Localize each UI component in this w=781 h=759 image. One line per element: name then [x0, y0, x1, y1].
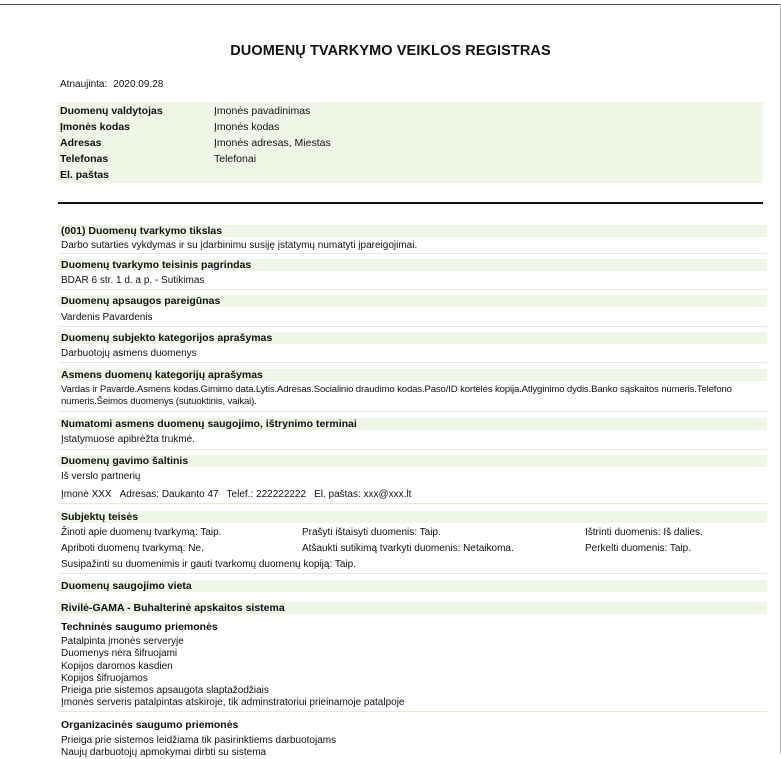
section-header-dpo: Duomenų apsaugos pareigūnas	[58, 295, 767, 307]
section-header-subject-categories: Duomenų subjekto kategorijos aprašymas	[58, 332, 767, 344]
company-code-value: Įmonės kodas	[214, 121, 280, 133]
section-header-org-measures: Organizacinės saugumo priemonės	[58, 719, 767, 731]
dpo-text: Vardenis Pavardenis	[61, 312, 153, 323]
right-item: Žinoti apie duomenų tvarkymą: Taip.	[61, 527, 222, 538]
row-underline	[58, 362, 767, 363]
row-underline	[58, 573, 767, 574]
controller-label: Duomenų valdytojas	[60, 105, 163, 117]
updated-date	[60, 79, 163, 90]
tech-measure-item: Prieiga prie sistemos apsaugota slaptažodžiais	[61, 685, 269, 696]
source-company: Įmonė XXX	[61, 489, 112, 500]
address-value: Įmonės adresas, Miestas	[214, 137, 331, 149]
section-header-data-categories: Asmens duomenų kategorijų aprašymas	[58, 369, 767, 381]
org-measure-item: Prieiga prie sistemos leidžiama tik pasirinktiems darbuotojams	[61, 735, 337, 746]
source-address: Adresas: Daukanto 47	[119, 489, 219, 500]
section-header-purpose: (001) Duomenų tvarkymo tikslas	[58, 225, 767, 237]
subject-categories-text: Darbuotojų asmens duomenys	[61, 348, 197, 359]
row-underline	[58, 711, 767, 712]
updated-value: 2020.09.28	[113, 79, 164, 90]
row-underline	[58, 503, 767, 504]
right-item: Apriboti duomenų tvarkymą: Ne.	[61, 543, 204, 554]
section-divider	[58, 202, 763, 204]
address-label: Adresas	[60, 137, 102, 149]
right-item: Susipažinti su duomenimis ir gauti tvarkomų duomenų kopiją: Taip.	[61, 559, 356, 570]
tech-measure-item: Duomenys nėra šifruojami	[61, 648, 178, 659]
section-header-tech-measures: Techninės saugumo priemonės	[58, 621, 767, 633]
page-top-border	[0, 4, 781, 5]
right-item: Atšaukti sutikimą tvarkyti duomenis: Netaikoma.	[302, 543, 514, 554]
phone-label: Telefonas	[60, 153, 109, 165]
company-code-label: Įmonės kodas	[60, 121, 131, 133]
row-underline	[58, 289, 767, 290]
row-underline	[58, 326, 767, 327]
tech-measure-item: Įmonės serveris patalpintas atskiroje, tik adminstratoriui prieinamoje patalpoje	[61, 697, 405, 708]
section-header-data-source: Duomenų gavimo šaltinis	[58, 455, 767, 467]
source-email: El. paštas: xxx@xxx.lt	[314, 489, 412, 500]
purpose-text: Darbo sutarties vykdymas ir su įdarbinimu susiję įstatymų numatyti įpareigojimai.	[61, 240, 418, 251]
source-phone: Telef.: 222222222	[226, 489, 307, 500]
storage-system: Rivilė-GAMA - Buhalterinė apskaitos sistema	[58, 602, 767, 614]
section-header-rights: Subjektų teisės	[58, 511, 767, 523]
data-source-text: Iš verslo partnerių	[61, 471, 141, 482]
right-item: Ištrinti duomenis: Iš dalies.	[585, 527, 703, 538]
row-underline	[58, 411, 767, 412]
tech-measure-item: Patalpinta įmonės serveryje	[61, 636, 184, 647]
controller-info	[58, 102, 763, 183]
source-contact-line	[61, 489, 411, 501]
retention-text: Įstatymuose apibrėžta trukmė.	[61, 434, 195, 445]
right-item: Prašyti ištaisyti duomenis: Taip.	[302, 527, 441, 538]
legal-basis-text: BDAR 6 str. 1 d. a p. - Sutikimas	[61, 275, 205, 286]
document-title: DUOMENŲ TVARKYMO VEIKLOS REGISTRAS	[230, 43, 551, 59]
org-measure-item: Naujų darbuotojų apmokymai dirbti su sistema	[61, 747, 267, 758]
row-underline	[58, 449, 767, 450]
right-item: Perkelti duomenis: Taip.	[585, 543, 691, 554]
email-label: El. paštas	[60, 169, 110, 181]
controller-value: Įmonės pavadinimas	[214, 105, 311, 117]
row-underline	[58, 253, 767, 254]
tech-measure-item: Kopijos šifruojamos	[61, 673, 148, 684]
data-categories-text: Vardas ir Pavardė.Asmens kodas.Gimimo data.Lytis.Adresas.Socialinio draudimo kodas.Paso/ID kortelės kopija.Atlyginimo dydis.Banko sąskaitos numeris.Telefono numeris.Šeimos duomenys (sutuoktinis, vaikai).	[61, 384, 732, 407]
section-header-storage: Duomenų saugojimo vieta	[58, 580, 767, 592]
phone-value: Telefonai	[214, 153, 257, 165]
tech-measure-item: Kopijos daromos kasdien	[61, 661, 173, 672]
section-header-retention: Numatomi asmens duomenų saugojimo, ištrynimo terminai	[58, 418, 767, 430]
updated-label: Atnaujinta:	[60, 79, 108, 90]
section-header-legal-basis: Duomenų tvarkymo teisinis pagrindas	[58, 259, 767, 271]
